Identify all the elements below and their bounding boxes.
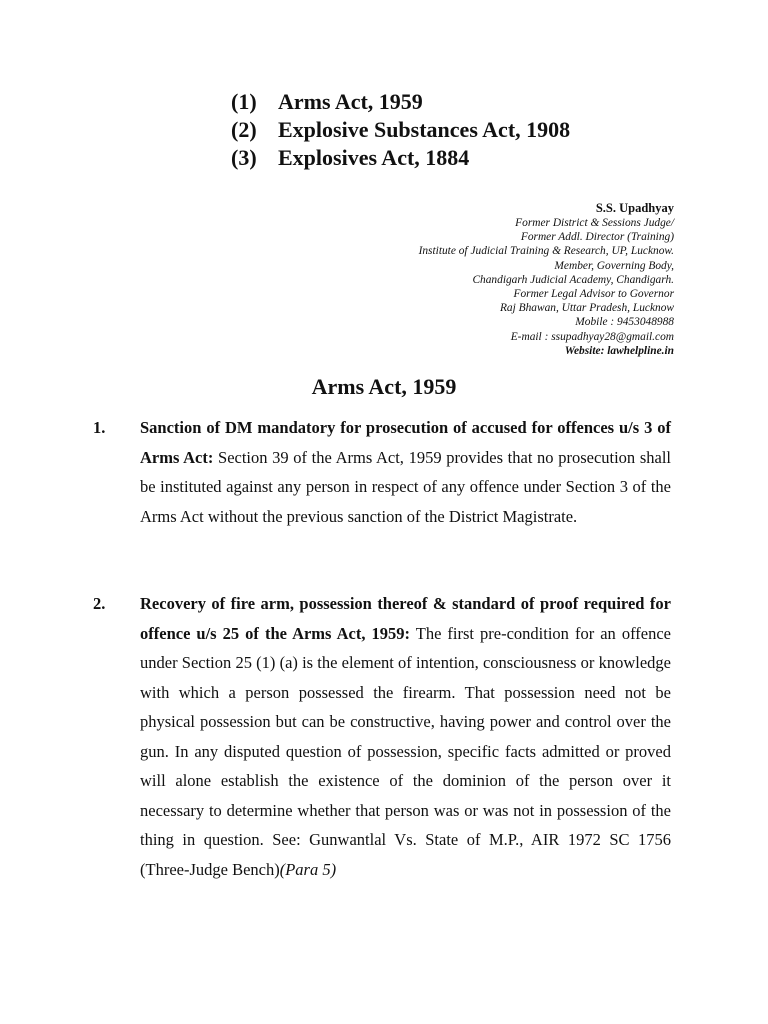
- author-line: Former District & Sessions Judge/: [515, 217, 674, 229]
- paragraph-body: Section 39 of the Arms Act, 1959 provides that no prosecution shall be instituted against any person in respect of any offence under Section 3 of the Arms Act without the previous sanction of the District Magistrate.: [140, 447, 671, 526]
- author-line: Raj Bhawan, Uttar Pradesh, Lucknow: [499, 302, 674, 315]
- title-text: Explosive Substances Act, 1908: [278, 117, 571, 142]
- paragraph-heading: Sanction of DM mandatory for prosecution of accused for offences u/s 3 of Arms Act:: [140, 418, 671, 467]
- author-line: Institute of Judicial Training & Research, UP, Lucknow.: [418, 245, 674, 258]
- author-line: Member, Governing Body,: [554, 259, 674, 272]
- title-item: [231, 88, 570, 116]
- author-block: [419, 200, 674, 358]
- title-text: Arms Act, 1959: [278, 89, 423, 114]
- paragraph-citation-tail: (Para 5): [279, 859, 337, 879]
- numbered-paragraph: [93, 413, 671, 531]
- title-text: Explosives Act, 1884: [278, 145, 470, 170]
- paragraph-text: [140, 413, 671, 531]
- paragraph-heading: Recovery of fire arm, possession thereof & standard of proof required for offence u/s 25 of the Arms Act, 1959:: [140, 594, 671, 643]
- document-title-list: [231, 88, 570, 172]
- title-item: [231, 116, 570, 144]
- title-number: (1): [231, 89, 257, 114]
- paragraph-number: 1.: [93, 418, 106, 437]
- paragraph-text: [140, 589, 671, 884]
- section-heading: Arms Act, 1959: [311, 374, 457, 399]
- author-mobile: Mobile : 9453048988: [575, 316, 674, 329]
- paragraph-number: 2.: [93, 594, 106, 613]
- title-number: (2): [231, 117, 257, 142]
- author-line: Former Legal Advisor to Governor: [513, 288, 674, 301]
- numbered-paragraph: [93, 589, 671, 884]
- author-line: Chandigarh Judicial Academy, Chandigarh.: [472, 273, 674, 286]
- title-item: [231, 144, 570, 172]
- author-line: Former Addl. Director (Training): [520, 231, 674, 244]
- title-number: (3): [231, 145, 257, 170]
- author-name: S.S. Upadhyay: [595, 201, 674, 215]
- paragraph-body: The first pre-condition for an offence under Section 25 (1) (a) is the element of intention, consciousness or knowledge with which a person possessed the firearm. That possession need not be physical possession but can be constructive, having power and control over the gun. In any disputed question of possession, specific facts admitted or proved will alone establish the existence of the dominion of the person over it necessary to determine whether that person was or was not in possession of the thing in question. See: Gunwantlal Vs. State of M.P., AIR 1972 SC 1756 (Three-Judge Bench): [140, 623, 672, 879]
- author-website: Website: lawhelpline.in: [564, 344, 674, 357]
- author-email: E-mail : ssupadhyay28@gmail.com: [510, 330, 674, 343]
